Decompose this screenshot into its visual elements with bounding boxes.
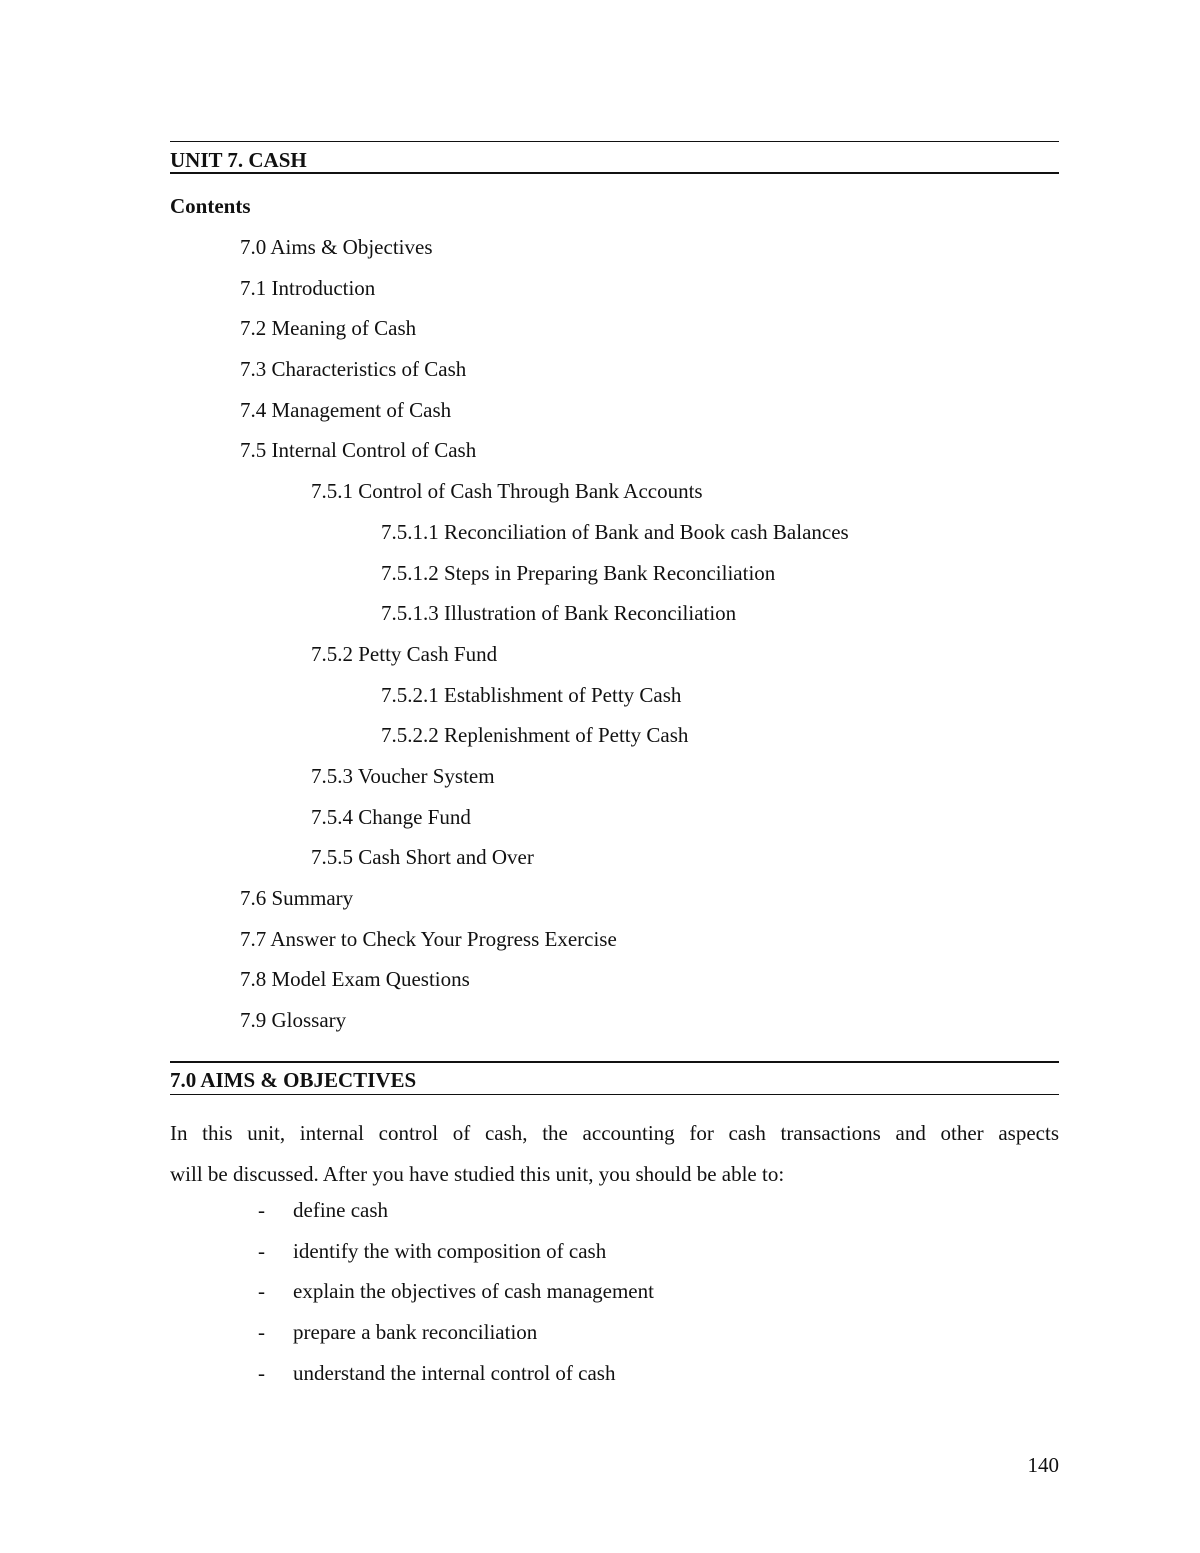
- toc-entry: 7.3 Characteristics of Cash: [240, 357, 467, 382]
- toc-entry: 7.7 Answer to Check Your Progress Exercise: [240, 926, 617, 951]
- bullet-dash: -: [258, 1360, 265, 1385]
- objective-item: [0, 1277, 1200, 1318]
- objective-text: explain the objectives of cash management: [293, 1279, 654, 1304]
- toc-entry: 7.5 Internal Control of Cash: [240, 438, 477, 463]
- objective-text: define cash: [293, 1198, 389, 1222]
- section-heading: 7.0 AIMS & OBJECTIVES: [170, 1068, 417, 1092]
- objective-item: [0, 1359, 1200, 1400]
- toc-entry: 7.5.1.2 Steps in Preparing Bank Reconciliation: [381, 560, 776, 585]
- toc-entry: 7.5.1 Control of Cash Through Bank Accounts: [311, 479, 703, 504]
- toc-entry: 7.4 Management of Cash: [240, 397, 452, 422]
- objective-item: [0, 1318, 1200, 1359]
- top-rule-lower: [170, 172, 1059, 174]
- page-number: 140: [1027, 1453, 1059, 1477]
- objective-text: understand the internal control of cash: [293, 1360, 616, 1385]
- objectives-list: [0, 1196, 1200, 1399]
- objective-text: prepare a bank reconciliation: [293, 1320, 538, 1345]
- intro-paragraph: [170, 1113, 1059, 1195]
- bullet-dash: -: [258, 1279, 265, 1304]
- section-rule-lower: [170, 1094, 1059, 1095]
- bullet-dash: -: [258, 1198, 265, 1222]
- toc-entry: 7.5.2.1 Establishment of Petty Cash: [381, 682, 682, 707]
- section-rule-upper: [170, 1061, 1059, 1063]
- contents-label: Contents: [170, 194, 251, 218]
- top-rule-upper: [170, 141, 1059, 142]
- toc-entry: 7.6 Summary: [240, 886, 354, 910]
- toc-entry: 7.0 Aims & Objectives: [240, 235, 433, 259]
- intro-line-1: In this unit, internal control of cash, the accounting for cash transactions and other aspects: [170, 1121, 1059, 1145]
- intro-line-2: will be discussed. After you have studied this unit, you should be able to:: [170, 1162, 785, 1186]
- toc-entry: 7.9 Glossary: [240, 1008, 347, 1033]
- toc-entry: 7.5.5 Cash Short and Over: [311, 845, 534, 870]
- toc-entry: 7.5.2 Petty Cash Fund: [311, 641, 498, 666]
- table-of-contents: [0, 233, 1200, 1047]
- toc-entry: 7.5.1.3 Illustration of Bank Reconciliation: [381, 601, 737, 626]
- toc-entry: 7.5.1.1 Reconciliation of Bank and Book cash Balances: [381, 519, 849, 544]
- bullet-dash: -: [258, 1320, 265, 1345]
- unit-heading: UNIT 7. CASH: [170, 148, 307, 172]
- toc-entry: 7.5.4 Change Fund: [311, 804, 471, 829]
- toc-entry: 7.2 Meaning of Cash: [240, 316, 417, 341]
- objective-text: identify the with composition of cash: [293, 1238, 607, 1263]
- toc-entry: 7.5.3 Voucher System: [311, 763, 495, 788]
- objective-item: [0, 1237, 1200, 1278]
- objective-item: [0, 1196, 1200, 1237]
- bullet-dash: -: [258, 1238, 265, 1263]
- toc-entry: 7.8 Model Exam Questions: [240, 967, 470, 992]
- toc-entry: 7.1 Introduction: [240, 275, 376, 300]
- toc-entry: 7.5.2.2 Replenishment of Petty Cash: [381, 723, 689, 748]
